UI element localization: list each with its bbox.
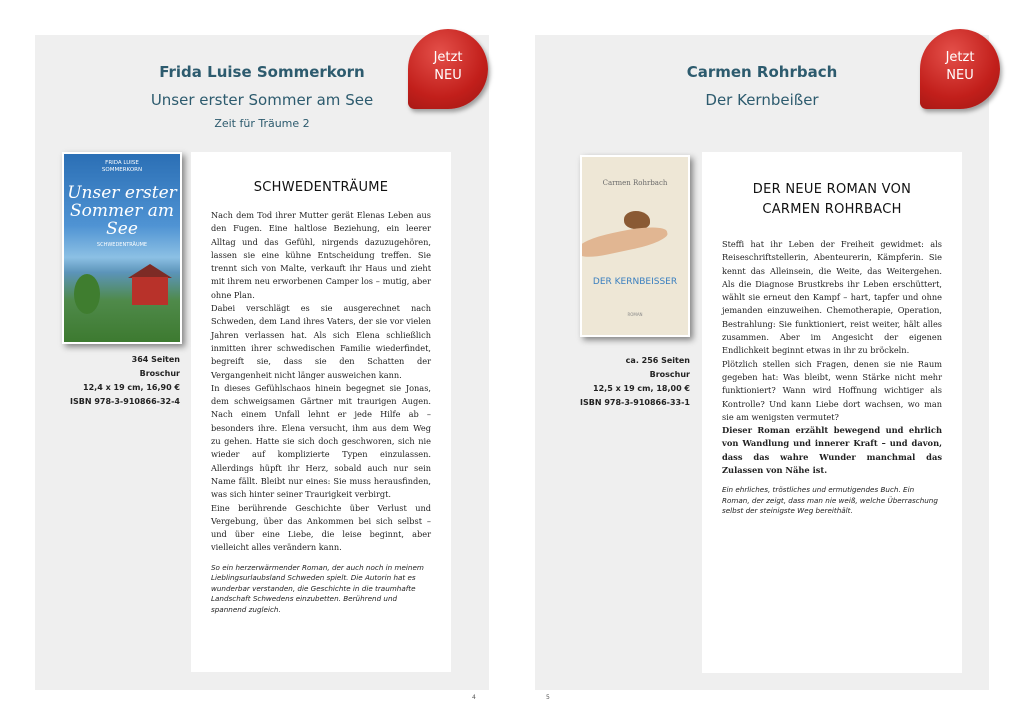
heading-line-2: CARMEN ROHRBACH <box>762 202 902 217</box>
cover-tree-illustration <box>74 274 100 314</box>
cover-author-line-1: FRIDA LUISE <box>105 160 139 166</box>
binding-type: Broschur <box>139 369 180 378</box>
badge-line-1: Jetzt <box>945 50 975 65</box>
description-box <box>702 152 962 673</box>
page-number: 5 <box>546 694 550 701</box>
paragraph: In dieses Gefühlschaos hinein begegnet sie Jonas, dem schweigsamen Gärtner mit traurigen Augen. Nach einem Unfall lehnt er jede Hilfe ab – besonders ihre. Elena versucht, ihm aus dem Weg zu gehen. Hatte sie sich doch geschworen, sich nie wieder auf komplizierte Typen einzulassen. Allerdings hüpft ihr Herz, sobald auch nur sein Name fällt. Bleibt nur eines: Sie muss herausfinden, was sich hinter seiner Traurigkeit verbirgt. <box>211 382 431 500</box>
review-quote: Ein ehrliches, tröstliches und ermutigendes Buch. Ein Roman, der zeigt, dass man nie weiß, welche Überraschung selbst der steinigste Weg bereithält. <box>722 485 938 516</box>
description-body <box>191 209 451 555</box>
cover-genre: ROMAN <box>627 312 643 317</box>
page-count: ca. 256 Seiten <box>625 356 690 365</box>
cover-bird-illustration <box>624 211 650 229</box>
heading-line-1: DER NEUE ROMAN VON <box>752 182 912 197</box>
isbn: ISBN 978-3-910866-33-1 <box>580 398 690 407</box>
author-name: Frida Luise Sommerkorn <box>159 63 365 81</box>
book-title: Der Kernbeißer <box>705 91 819 109</box>
cover-title: Unser erster Sommer am See <box>67 183 177 239</box>
paragraph: Dabei verschlägt es sie ausgerechnet nach Schweden, dem Land ihres Vaters, der sie vor vielen Jahren verlassen hat. Als sich Elena schließlich inmitten ihrer schwedischen Familie wiederfindet, begreift sie, dass sie den Schatten der Vergangenheit nicht länger ausweichen kann. <box>211 303 431 380</box>
cover-house-illustration <box>132 277 168 305</box>
page-number: 4 <box>472 694 476 701</box>
paragraph: Plötzlich stellen sich Fragen, denen sie nie Raum gegeben hat: Was bleibt, wenn Stärke nicht mehr funktioniert? Wann wird Hoffnung wichtiger als Kontrolle? Und kann Liebe dort wachsen, wo man sie am wenigsten vermutet? <box>722 358 942 422</box>
book-cover[interactable] <box>580 155 690 337</box>
description-heading: SCHWEDENTRÄUME <box>253 180 389 195</box>
book-details <box>55 353 180 409</box>
series-name: Zeit für Träume 2 <box>214 117 310 130</box>
paragraph: Steffi hat ihr Leben der Freiheit gewidmet: als Reiseschriftstellerin, Abenteurerin, Kämpferin. Sie kennt das Alleinsein, die Weite, das Weitergehen. Als die Diagnose Brustkrebs ihr Leben erschüttert, wählt sie erneut den Kampf – hart, tapfer und ohne jemanden einzuweihen. Chemotherapie, Operation, Bestrahlung: Sie funktioniert, reist weiter, hält alles zusammen. Aber im Angesicht der eigenen Endlichkeit beginnt etwas in ihr zu bröckeln. <box>722 239 942 356</box>
review-quote: So ein herzerwärmender Roman, der auch noch in meinem Lieblingsurlaubsland Schweden spielt. Die Autorin hat es wunderbar verstanden, die Geschichte in die traumhafte Landschaft Schwedens einzubetten. Berührend und spannend zugleich. <box>211 562 424 614</box>
catalog-page-left <box>35 35 489 690</box>
author-name: Carmen Rohrbach <box>686 63 838 81</box>
cover-hand-illustration <box>580 222 669 260</box>
catalog-page-right <box>535 35 989 690</box>
paragraph: Nach dem Tod ihrer Mutter gerät Elenas Leben aus den Fugen. Eine haltlose Beziehung, ein leerer Alltag und das Gefühl, nirgends dazuzugehören, lassen sie eine kühne Entscheidung treffen. Sie trennt sich von Malte, verkauft ihr Haus und zieht mit ihrem neu erworbenen Camper los – mutig, aber ohne Plan. <box>211 210 431 300</box>
book-title: Unser erster Sommer am See <box>150 91 374 109</box>
new-badge <box>920 29 1000 109</box>
cover-title: DER KERNBEISSER <box>592 277 678 287</box>
cover-author-line-2: SOMMERKORN <box>101 167 143 173</box>
size-price: 12,4 x 19 cm, 16,90 € <box>83 383 180 392</box>
book-cover[interactable] <box>62 152 182 344</box>
binding-type: Broschur <box>649 370 690 379</box>
badge-line-2: NEU <box>946 68 974 83</box>
cover-series: SCHWEDENTRÄUME <box>96 242 148 248</box>
badge-line-1: Jetzt <box>433 50 463 65</box>
cover-author <box>64 160 180 174</box>
description-box <box>191 152 451 672</box>
cover-author: Carmen Rohrbach <box>602 179 668 187</box>
cover-house-roof <box>128 264 172 278</box>
isbn: ISBN 978-3-910866-32-4 <box>70 397 180 406</box>
size-price: 12,5 x 19 cm, 18,00 € <box>593 384 690 393</box>
description-heading <box>702 180 962 220</box>
new-badge <box>408 29 488 109</box>
description-body <box>702 238 962 477</box>
badge-line-2: NEU <box>434 68 462 83</box>
paragraph: Eine berührende Geschichte über Verlust und Vergebung, über das Ankommen bei sich selbst – und über eine Liebe, die leise beginnt, aber vielleicht alles verändern kann. <box>211 502 431 553</box>
page-count: 364 Seiten <box>131 355 180 364</box>
bold-summary: Dieser Roman erzählt bewegend und ehrlich von Wandlung und innerer Kraft – und davon, dass das wahre Wunder manchmal das Zulassen von Nähe ist. <box>722 425 942 476</box>
book-details <box>545 354 690 410</box>
